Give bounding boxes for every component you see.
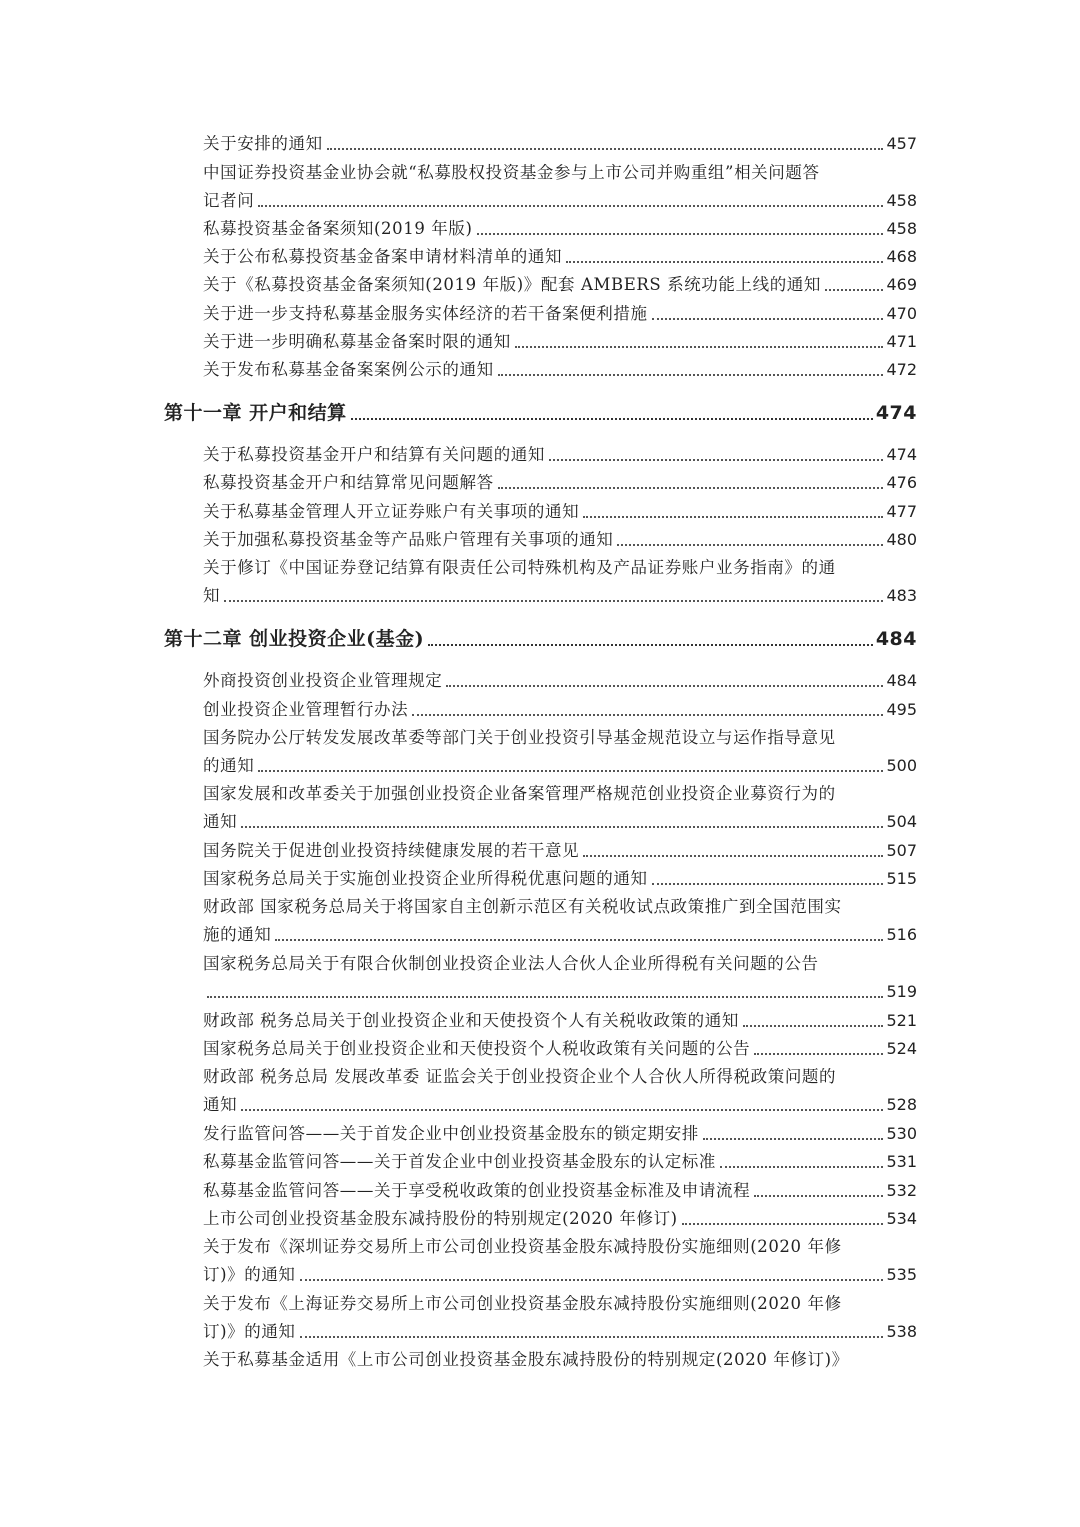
dot-leader bbox=[428, 644, 873, 646]
page-number: 534 bbox=[886, 1209, 917, 1228]
dot-leader bbox=[241, 826, 883, 828]
entry-title: 关于私募基金管理人开立证券账户有关事项的通知 bbox=[203, 502, 580, 521]
toc-entry[interactable] bbox=[203, 529, 917, 551]
dot-leader bbox=[703, 1138, 884, 1140]
page-number: 470 bbox=[886, 304, 917, 323]
entry-title: 国务院关于促进创业投资持续健康发展的若干意见 bbox=[203, 841, 580, 860]
entry-title: 关于安排的通知 bbox=[203, 134, 323, 153]
toc-entry[interactable] bbox=[203, 218, 917, 240]
page-number: 535 bbox=[886, 1265, 917, 1285]
page-number: 458 bbox=[886, 191, 917, 211]
toc-entry[interactable] bbox=[203, 246, 917, 268]
toc-entry[interactable] bbox=[203, 811, 917, 833]
page-number: 458 bbox=[886, 219, 917, 238]
dot-leader bbox=[412, 714, 883, 716]
toc-entry[interactable] bbox=[203, 1180, 917, 1202]
toc-entry[interactable] bbox=[203, 303, 917, 325]
dot-leader bbox=[720, 1166, 883, 1168]
toc-entry[interactable] bbox=[203, 670, 917, 692]
entry-title: 关于公布私募投资基金备案申请材料清单的通知 bbox=[203, 247, 563, 266]
page-number: 474 bbox=[875, 402, 917, 424]
entry-title: 私募基金监管问答——关于享受税收政策的创业投资基金标准及申请流程 bbox=[203, 1181, 751, 1200]
toc-entry-line: 中国证券投资基金业协会就“私募股权投资基金参与上市公司并购重组”相关问题答 bbox=[203, 163, 820, 182]
toc-entry[interactable] bbox=[203, 1264, 917, 1286]
page-number: 504 bbox=[886, 812, 917, 832]
toc-entry-line: 财政部 国家税务总局关于将国家自主创新示范区有关税收试点政策推广到全国范围实 bbox=[203, 897, 842, 916]
entry-title: 私募投资基金备案须知(2019 年版) bbox=[203, 219, 473, 238]
toc-entry[interactable] bbox=[203, 1094, 917, 1116]
entry-title: 关于进一步支持私募基金服务实体经济的若干备案便利措施 bbox=[203, 304, 648, 323]
page-number: 477 bbox=[886, 502, 917, 521]
page-number: 538 bbox=[886, 1322, 917, 1342]
dot-leader bbox=[300, 1336, 884, 1338]
dot-leader bbox=[351, 418, 873, 420]
entry-title: 创业投资企业管理暂行办法 bbox=[203, 700, 409, 719]
page-number: 480 bbox=[886, 530, 917, 549]
page-number: 528 bbox=[886, 1095, 917, 1115]
toc-entry-line: 财政部 税务总局 发展改革委 证监会关于创业投资企业个人合伙人所得税政策问题的 bbox=[203, 1067, 837, 1086]
toc-entry[interactable] bbox=[203, 331, 917, 353]
entry-title: 私募投资基金开户和结算常见问题解答 bbox=[203, 473, 494, 492]
page-number: 524 bbox=[886, 1039, 917, 1058]
toc-entry[interactable] bbox=[203, 840, 917, 862]
toc-entry-line: 关于发布《上海证券交易所上市公司创业投资基金股东减持股份实施细则(2020 年修 bbox=[203, 1294, 842, 1313]
toc-entry[interactable] bbox=[203, 924, 917, 946]
dot-leader bbox=[300, 1279, 884, 1281]
toc-entry-line: 关于修订《中国证券登记结算有限责任公司特殊机构及产品证券账户业务指南》的通 bbox=[203, 558, 836, 577]
entry-title: 订)》的通知 bbox=[203, 1322, 296, 1342]
toc-entry[interactable] bbox=[203, 472, 917, 494]
toc-entry[interactable] bbox=[203, 1010, 917, 1032]
toc-entry[interactable] bbox=[203, 1321, 917, 1343]
page-number: 484 bbox=[886, 671, 917, 690]
dot-leader bbox=[258, 205, 883, 207]
chapter-title: 第十二章 创业投资企业(基金) bbox=[164, 628, 425, 650]
entry-title: 施的通知 bbox=[203, 925, 272, 945]
page-number: 516 bbox=[886, 925, 917, 945]
page-number: 507 bbox=[886, 841, 917, 860]
dot-leader bbox=[583, 516, 883, 518]
toc-entry-line: 关于发布《深圳证券交易所上市公司创业投资基金股东减持股份实施细则(2020 年修 bbox=[203, 1237, 842, 1256]
dot-leader bbox=[224, 600, 883, 602]
page-number: 495 bbox=[886, 700, 917, 719]
entry-title: 的通知 bbox=[203, 756, 255, 776]
dot-leader bbox=[498, 374, 884, 376]
entry-title: 国家税务总局关于创业投资企业和天使投资个人税收政策有关问题的公告 bbox=[203, 1039, 751, 1058]
dot-leader bbox=[515, 346, 884, 348]
page-number: 472 bbox=[886, 360, 917, 379]
dot-leader bbox=[754, 1053, 883, 1055]
dot-leader bbox=[241, 1109, 883, 1111]
page-number: 457 bbox=[886, 134, 917, 153]
entry-title: 关于加强私募投资基金等产品账户管理有关事项的通知 bbox=[203, 530, 614, 549]
entry-title: 关于进一步明确私募基金备案时限的通知 bbox=[203, 332, 511, 351]
toc-entry[interactable] bbox=[203, 868, 917, 890]
entry-title: 关于私募投资基金开户和结算有关问题的通知 bbox=[203, 445, 545, 464]
dot-leader bbox=[327, 148, 884, 150]
entry-title: 外商投资创业投资企业管理规定 bbox=[203, 671, 443, 690]
page-number: 530 bbox=[886, 1124, 917, 1143]
toc-entry-line: 国家税务总局关于有限合伙制创业投资企业法人合伙人企业所得税有关问题的公告 bbox=[203, 954, 819, 973]
toc-entry-line: 国务院办公厅转发发展改革委等部门关于创业投资引导基金规范设立与运作指导意见 bbox=[203, 728, 836, 747]
entry-title: 订)》的通知 bbox=[203, 1265, 296, 1285]
page-number: 500 bbox=[886, 756, 917, 776]
entry-title: 财政部 税务总局关于创业投资企业和天使投资个人有关税收政策的通知 bbox=[203, 1011, 739, 1030]
dot-leader bbox=[566, 261, 883, 263]
page-number: 532 bbox=[886, 1181, 917, 1200]
page-number: 483 bbox=[886, 586, 917, 606]
dot-leader bbox=[754, 1195, 883, 1197]
dot-leader bbox=[652, 318, 884, 320]
entry-title: 关于《私募投资基金备案须知(2019 年版)》配套 AMBERS 系统功能上线的通知 bbox=[203, 275, 822, 294]
dot-leader bbox=[583, 855, 883, 857]
page-number: 471 bbox=[886, 332, 917, 351]
toc-entry[interactable] bbox=[203, 359, 917, 381]
toc-chapter-heading[interactable] bbox=[164, 400, 917, 426]
chapter-title: 第十一章 开户和结算 bbox=[164, 402, 347, 424]
toc-entry[interactable] bbox=[203, 755, 917, 777]
entry-title: 私募基金监管问答——关于首发企业中创业投资基金股东的认定标准 bbox=[203, 1152, 716, 1171]
toc-entry[interactable] bbox=[203, 444, 917, 466]
page-number: 468 bbox=[886, 247, 917, 266]
toc-entry[interactable] bbox=[203, 585, 917, 607]
toc-chapter-heading[interactable] bbox=[164, 626, 917, 652]
dot-leader bbox=[446, 685, 883, 687]
toc-entry[interactable] bbox=[203, 1151, 917, 1173]
toc-entry[interactable] bbox=[203, 1038, 917, 1060]
page-number: 484 bbox=[875, 628, 917, 650]
dot-leader bbox=[549, 459, 883, 461]
dot-leader bbox=[617, 544, 883, 546]
toc-entry[interactable] bbox=[203, 501, 917, 523]
page-number: 519 bbox=[886, 982, 917, 1002]
toc-entry[interactable] bbox=[203, 274, 917, 296]
toc-entry-text: 关于私募基金适用《上市公司创业投资基金股东减持股份的特别规定(2020 年修订)》 bbox=[203, 1350, 849, 1369]
dot-leader bbox=[682, 1223, 884, 1225]
dot-leader bbox=[825, 289, 883, 291]
page-number: 531 bbox=[886, 1152, 917, 1171]
entry-title: 发行监管问答——关于首发企业中创业投资基金股东的锁定期安排 bbox=[203, 1124, 699, 1143]
page-number: 521 bbox=[886, 1011, 917, 1030]
dot-leader bbox=[275, 939, 883, 941]
toc-entry[interactable] bbox=[203, 981, 917, 1003]
entry-title: 上市公司创业投资基金股东减持股份的特别规定(2020 年修订) bbox=[203, 1209, 678, 1228]
toc-entry-line: 国家发展和改革委关于加强创业投资企业备案管理严格规范创业投资企业募资行为的 bbox=[203, 784, 836, 803]
page-number: 515 bbox=[886, 869, 917, 888]
entry-title: 通知 bbox=[203, 812, 238, 832]
toc-entry[interactable] bbox=[203, 699, 917, 721]
entry-title: 关于发布私募基金备案案例公示的通知 bbox=[203, 360, 494, 379]
dot-leader bbox=[652, 883, 884, 885]
page-number: 476 bbox=[886, 473, 917, 492]
entry-title: 国家税务总局关于实施创业投资企业所得税优惠问题的通知 bbox=[203, 869, 648, 888]
page-number: 474 bbox=[886, 445, 917, 464]
dot-leader bbox=[258, 770, 883, 772]
dot-leader bbox=[477, 233, 884, 235]
toc-entry[interactable] bbox=[203, 1208, 917, 1230]
page-number: 469 bbox=[886, 275, 917, 294]
toc-entry[interactable] bbox=[203, 133, 917, 155]
dot-leader bbox=[743, 1025, 884, 1027]
toc-entry[interactable] bbox=[203, 1123, 917, 1145]
dot-leader bbox=[207, 996, 883, 998]
toc-entry[interactable] bbox=[203, 190, 917, 212]
entry-title: 记者问 bbox=[203, 191, 255, 211]
entry-title: 知 bbox=[203, 586, 221, 606]
dot-leader bbox=[498, 487, 884, 489]
entry-title: 通知 bbox=[203, 1095, 238, 1115]
